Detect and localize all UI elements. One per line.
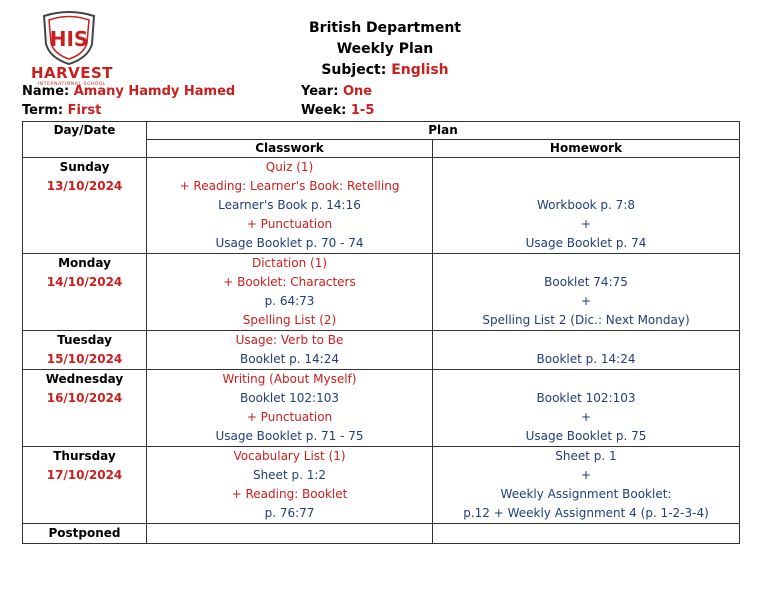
day-name: Tuesday <box>57 333 112 347</box>
postponed-row <box>23 524 740 544</box>
classwork-line: Usage Booklet p. 70 - 74 <box>215 236 364 250</box>
school-logo <box>22 8 122 88</box>
homework-line: Spelling List 2 (Dic.: Next Monday) <box>482 313 690 327</box>
classwork-line: Booklet p. 14:24 <box>240 352 339 366</box>
name-label: Name: <box>22 84 70 99</box>
day-date: 14/10/2024 <box>46 275 123 289</box>
classwork-line: + Reading: Booklet <box>231 487 348 501</box>
week-value: 1-5 <box>350 103 375 118</box>
week-label: Week: <box>301 103 347 118</box>
homework-line: + <box>580 217 592 231</box>
homework-cell <box>433 331 740 370</box>
name-value: Amany Hamdy Hamed <box>73 84 236 99</box>
day-name: Monday <box>58 256 111 270</box>
postponed-homework <box>433 524 740 544</box>
classwork-cell <box>147 331 433 370</box>
homework-line: Workbook p. 7:8 <box>536 198 635 212</box>
classwork-cell <box>147 254 433 331</box>
postponed-text: Postponed <box>48 526 121 540</box>
homework-line: Booklet 102:103 <box>536 391 636 405</box>
plan-title: Weekly Plan <box>336 41 434 57</box>
classwork-line: Learner's Book p. 14:16 <box>218 198 361 212</box>
logo-initials: HIS <box>49 27 89 51</box>
postponed-label <box>23 524 147 544</box>
teacher-name <box>22 84 235 99</box>
classwork-line: + Reading: Learner's Book: Retelling <box>179 179 400 193</box>
day-cell <box>23 331 147 370</box>
day-cell <box>23 447 147 524</box>
day-cell <box>23 370 147 447</box>
term <box>22 103 101 118</box>
classwork-line: Sheet p. 1:2 <box>252 468 327 482</box>
school-crest-icon <box>38 10 100 66</box>
classwork-line: p. 64:73 <box>264 294 315 308</box>
day-date-header: Day/Date <box>23 122 147 158</box>
subject-value: English <box>391 62 449 78</box>
classwork-line: + Punctuation <box>246 410 333 424</box>
homework-line: + <box>580 410 592 424</box>
homework-line: Weekly Assignment Booklet: <box>500 487 672 501</box>
plan-row <box>23 254 740 331</box>
homework-line: + <box>580 294 592 308</box>
subject-label: Subject: <box>321 62 387 78</box>
subject-line <box>230 62 540 78</box>
day-cell <box>23 254 147 331</box>
plan-header: Plan <box>147 122 740 140</box>
homework-line: Sheet p. 1 <box>555 449 617 463</box>
homework-cell <box>433 447 740 524</box>
classwork-line: Usage Booklet p. 71 - 75 <box>215 429 364 443</box>
year <box>301 84 372 99</box>
classwork-line: Vocabulary List (1) <box>233 449 346 463</box>
classwork-cell <box>147 370 433 447</box>
logo-subtitle: INTERNATIONAL SCHOOL <box>37 82 107 87</box>
classwork-cell <box>147 447 433 524</box>
postponed-classwork <box>147 524 433 544</box>
day-date: 17/10/2024 <box>46 468 123 482</box>
plan-row <box>23 158 740 254</box>
homework-cell <box>433 158 740 254</box>
homework-line <box>433 370 739 389</box>
day-date: 16/10/2024 <box>46 391 123 405</box>
year-label: Year: <box>301 84 339 99</box>
classwork-line: Spelling List (2) <box>242 313 337 327</box>
homework-line <box>433 254 739 273</box>
homework-line: Booklet 74:75 <box>544 275 628 289</box>
classwork-line: + Punctuation <box>246 217 333 231</box>
day-name: Thursday <box>53 449 116 463</box>
homework-line: p.12 + Weekly Assignment 4 (p. 1-2-3-4) <box>463 506 709 520</box>
homework-line: Usage Booklet p. 75 <box>525 429 647 443</box>
classwork-line: Quiz (1) <box>265 160 314 174</box>
day-cell <box>23 158 147 254</box>
term-value: First <box>67 103 102 118</box>
homework-line: Usage Booklet p. 74 <box>525 236 647 250</box>
homework-line <box>433 177 739 196</box>
classwork-line: Dictation (1) <box>251 256 328 270</box>
homework-header: Homework <box>433 140 740 158</box>
logo-name: HARVEST <box>30 64 114 82</box>
homework-line <box>433 158 739 177</box>
classwork-line: Booklet 102:103 <box>240 391 339 405</box>
homework-line <box>433 331 739 350</box>
classwork-line: p. 76:77 <box>264 506 315 520</box>
plan-row <box>23 447 740 524</box>
day-name: Sunday <box>59 160 110 174</box>
homework-line: + <box>580 468 592 482</box>
classwork-cell <box>147 158 433 254</box>
term-label: Term: <box>22 103 64 118</box>
week <box>301 103 374 118</box>
plan-row <box>23 331 740 370</box>
classwork-line: + Booklet: Characters <box>223 275 356 289</box>
homework-cell <box>433 254 740 331</box>
day-date: 15/10/2024 <box>46 352 123 366</box>
department-title: British Department <box>309 20 461 36</box>
day-date: 13/10/2024 <box>46 179 123 193</box>
classwork-line: Writing (About Myself) <box>222 372 357 386</box>
day-name: Wednesday <box>45 372 124 386</box>
year-value: One <box>342 84 373 99</box>
homework-line: Booklet p. 14:24 <box>536 352 636 366</box>
classwork-header: Classwork <box>147 140 433 158</box>
homework-cell <box>433 370 740 447</box>
weekly-plan-table <box>22 121 740 544</box>
plan-row <box>23 370 740 447</box>
classwork-line: Usage: Verb to Be <box>235 333 344 347</box>
